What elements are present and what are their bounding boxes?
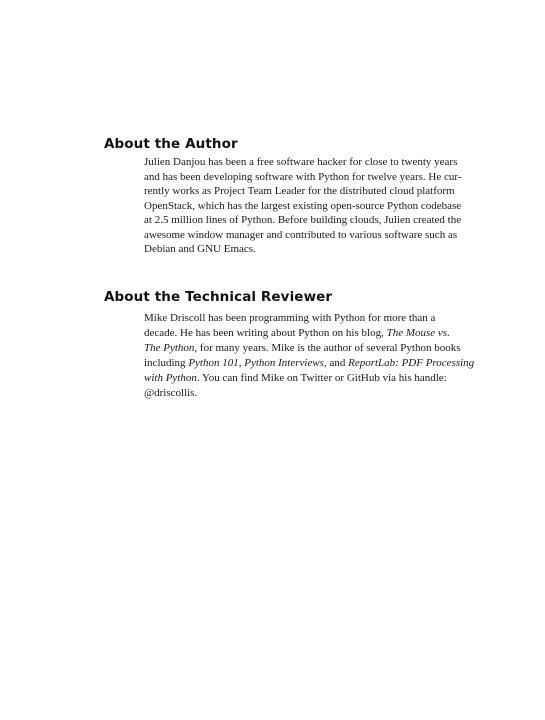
reviewer-bio-line: @driscollis.	[144, 386, 198, 399]
reviewer-bio-line	[144, 356, 474, 371]
reviewer-bio-line	[144, 341, 474, 356]
blog-title-italic: The Mouse vs.	[386, 326, 450, 339]
reviewer-bio-text: including	[144, 356, 189, 369]
author-bio-line: awesome window manager and contributed to various software such as	[144, 228, 458, 241]
book-title-italic: with Python	[144, 371, 197, 384]
reviewer-bio-text: decade. He has been writing about Python on his blog,	[144, 326, 387, 339]
book-title-italic: Python 101	[188, 356, 239, 369]
blog-title-italic: The Python	[144, 341, 195, 354]
reviewer-bio-text: ,	[238, 356, 245, 369]
reviewer-bio-line	[144, 371, 474, 386]
book-title-italic: ReportLab: PDF Processing	[348, 356, 475, 369]
reviewer-bio-line: Mike Driscoll has been programming with Python for more than a	[144, 312, 436, 324]
reviewer-bio-text: and	[326, 356, 349, 369]
author-bio-line: at 2.5 million lines of Python. Before building clouds, Julien created the	[144, 214, 462, 226]
author-bio-line: Julien Danjou has been a free software hacker for close to twenty years	[144, 156, 458, 168]
author-bio-line: Debian and GNU Emacs.	[144, 243, 256, 255]
author-bio-paragraph	[144, 155, 461, 257]
about-author-heading: About the Author	[104, 136, 238, 152]
about-reviewer-heading: About the Technical Reviewer	[104, 289, 333, 305]
author-bio-line: rently works as Project Team Leader for the distributed cloud platform	[144, 185, 455, 197]
book-title-italic: Python Interviews,	[244, 356, 327, 369]
reviewer-bio-line	[144, 326, 474, 341]
reviewer-bio-text: . You can find Mike on Twitter or GitHub via his handle:	[196, 371, 447, 384]
reviewer-bio-paragraph	[144, 311, 474, 400]
reviewer-bio-text: , for many years. Mike is the author of several Python books	[194, 341, 461, 354]
author-bio-line: and has been developing software with Python for twelve years. He cur-	[144, 170, 462, 183]
author-bio-line: OpenStack, which has the largest existing open-source Python codebase	[144, 199, 462, 212]
